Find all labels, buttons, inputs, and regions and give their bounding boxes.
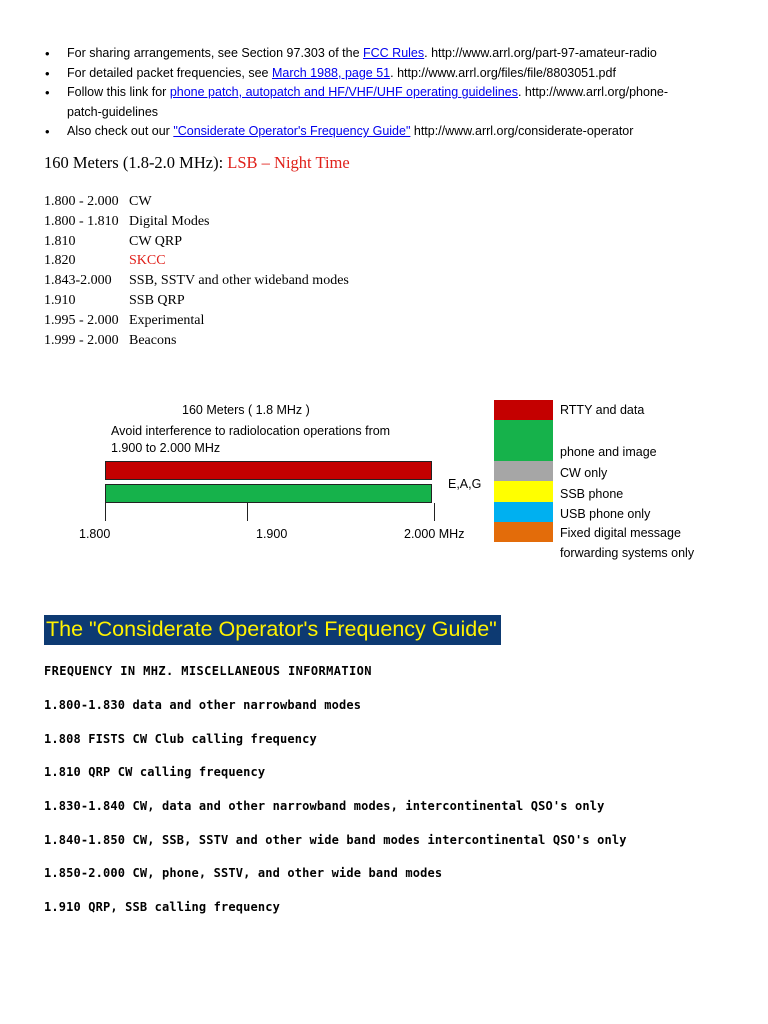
allocation-row [44,192,349,212]
bullet-considerate-operator [42,122,702,142]
fcc-rules-link[interactable]: FCC Rules [363,46,425,60]
allocation-frequency: 1.995 - 2.000 [44,312,119,328]
bullet-fcc-rules [42,44,702,64]
guide-row: 1.800-1.830 data and other narrowband modes [44,698,362,712]
band-chart-note: Avoid interference to radiolocation operations from 1.900 to 2.000 MHz [111,424,391,455]
allocation-row [44,331,349,351]
bullet-text: Follow this link for [67,85,170,99]
allocation-use: SSB, SSTV and other wideband modes [129,273,349,289]
allocation-use: CW [129,194,152,209]
allocation-row [44,291,349,311]
band-chart-tick [247,503,248,521]
guide-title: The "Considerate Operator's Frequency Guide" [44,615,501,645]
allocation-use: SSB QRP [129,292,185,308]
allocation-use: CW QRP [129,233,183,249]
guide-row: 1.808 FISTS CW Club calling frequency [44,732,317,746]
allocation-row [44,212,349,232]
tick-label-end: 2.000 MHz [404,527,465,541]
legend-label: USB phone only [560,507,651,521]
allocation-frequency: 1.910 [44,292,76,308]
legend-swatch-ssb [494,481,553,502]
band-heading-main: 160 Meters (1.8-2.0 MHz): [44,153,228,172]
allocation-frequency: 1.843-2.000 [44,273,112,289]
band-heading-mode: LSB – Night Time [227,153,350,172]
bullet-phone-patch [42,83,702,122]
allocation-frequency: 1.800 - 1.810 [44,213,119,229]
allocation-row [44,232,349,252]
allocation-table [44,192,349,350]
bullet-packet-frequencies [42,64,702,84]
legend-label: phone and image [560,445,657,459]
legend-label: RTTY and data [560,403,645,417]
band-segment-phone-image [105,484,432,503]
bullet-text: Also check out our [67,124,174,138]
bullet-url: . http://www.arrl.org/part-97-amateur-radio [424,46,657,60]
tick-label-start: 1.800 [79,527,111,541]
allocation-frequency: 1.999 - 2.000 [44,332,119,348]
phone-patch-guidelines-link[interactable]: phone patch, autopatch and HF/VHF/UHF operating guidelines [169,85,518,99]
band-chart-axis [105,503,435,521]
license-classes: E,A,G [448,477,482,491]
allocation-use: Beacons [129,332,177,348]
band-segment-rtty-data [105,461,432,480]
legend-swatch-usb [494,502,553,522]
legend-swatch-cw [494,461,553,481]
tick-label-mid: 1.900 [256,527,288,541]
allocation-use: Experimental [129,312,205,328]
march-1988-link[interactable]: March 1988, page 51 [271,65,391,80]
guide-row: 1.830-1.840 CW, data and other narrowband modes, intercontinental QSO's only [44,799,605,813]
legend-label: CW only [560,466,608,480]
legend-swatch-fixed-digital [494,522,553,542]
bullet-url: . http://www.arrl.org/phone-patch-guidelines [67,85,669,119]
bullet-url: http://www.arrl.org/considerate-operator [410,124,634,138]
allocation-frequency: 1.800 - 2.000 [44,194,119,209]
allocation-frequency: 1.820 [44,253,76,269]
legend-swatch-phone [494,420,553,461]
reference-links-list [42,44,702,142]
allocation-use: Digital Modes [129,213,210,229]
allocation-row [44,311,349,331]
allocation-use: SKCC [129,253,166,269]
guide-row: 1.910 QRP, SSB calling frequency [44,900,280,914]
band-heading [44,153,350,173]
legend-swatch-rtty [494,400,553,420]
band-chart-title: 160 Meters ( 1.8 MHz ) [182,403,310,417]
bullet-url: . http://www.arrl.org/files/file/8803051.pdf [390,65,616,80]
guide-column-header: FREQUENCY IN MHZ. MISCELLANEOUS INFORMATION [44,664,372,678]
guide-row: 1.810 QRP CW calling frequency [44,765,266,779]
legend-label: SSB phone [560,487,624,501]
allocation-row [44,271,349,291]
considerate-operator-link[interactable]: "Considerate Operator's Frequency Guide" [173,124,411,138]
guide-row: 1.850-2.000 CW, phone, SSTV, and other wide band modes [44,866,443,880]
bullet-text: For detailed packet frequencies, see [67,65,272,80]
guide-row: 1.840-1.850 CW, SSB, SSTV and other wide band modes intercontinental QSO's only [44,833,627,847]
allocation-frequency: 1.810 [44,233,76,249]
legend-label: Fixed digital message forwarding systems only [560,526,695,560]
allocation-row [44,251,349,271]
bullet-text: For sharing arrangements, see Section 97.303 of the [67,46,364,60]
